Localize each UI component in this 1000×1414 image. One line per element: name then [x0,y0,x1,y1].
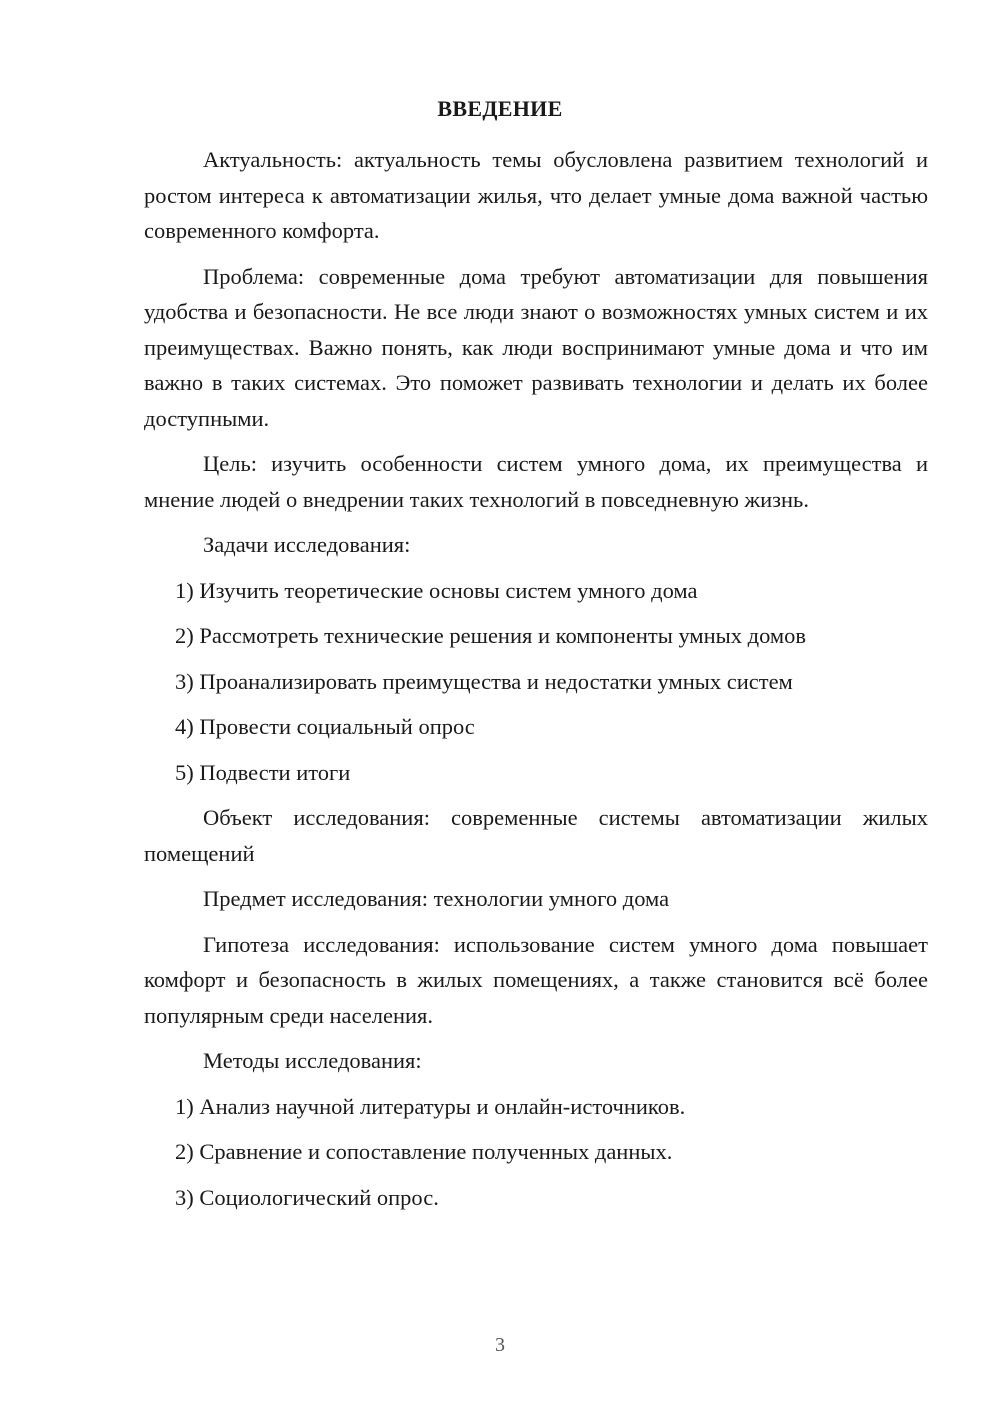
task-item: 1) Изучить теоретические основы систем умного дома [175,577,698,603]
document-body [144,142,928,1225]
problem-paragraph: Проблема: современные дома требуют автоматизации для повышения удобства и безопасности. Не все люди знают о возможностях умных систем и их преимуществах. Важно понять, как люди воспринимают умные дома и что им важно в таких системах. Это поможет развивать технологии и делать их более доступными. [144,263,928,431]
method-item: 3) Социологический опрос. [175,1184,439,1210]
object-paragraph: Объект исследования: современные системы автоматизации жилых помещений [144,805,928,866]
relevance-paragraph: Актуальность: актуальность темы обусловлена развитием технологий и ростом интереса к автоматизации жилья, что делает умные дома важной частью современного комфорта. [144,147,928,243]
document-title: ВВЕДЕНИЕ [437,96,563,121]
task-item: 4) Провести социальный опрос [175,714,475,739]
hypothesis-paragraph: Гипотеза исследования: использование систем умного дома повышает комфорт и безопасность в жилых помещениях, а также становится всё более популярным среди населения. [144,931,928,1028]
goal-paragraph: Цель: изучить особенности систем умного дома, их преимущества и мнение людей о внедрении таких технологий в повседневную жизнь. [144,451,928,512]
page-number: 3 [495,1334,505,1356]
tasks-heading: Задачи исследования: [203,532,411,557]
method-item: 1) Анализ научной литературы и онлайн-источников. [175,1093,686,1119]
method-item: 2) Сравнение и сопоставление полученных данных. [175,1139,673,1164]
subject-paragraph: Предмет исследования: технологии умного дома [203,886,670,911]
task-item: 3) Проанализировать преимущества и недостатки умных систем [175,668,793,694]
methods-heading: Методы исследования: [203,1048,422,1073]
task-item: 5) Подвести итоги [175,759,351,785]
task-item: 2) Рассмотреть технические решения и компоненты умных домов [175,623,807,648]
